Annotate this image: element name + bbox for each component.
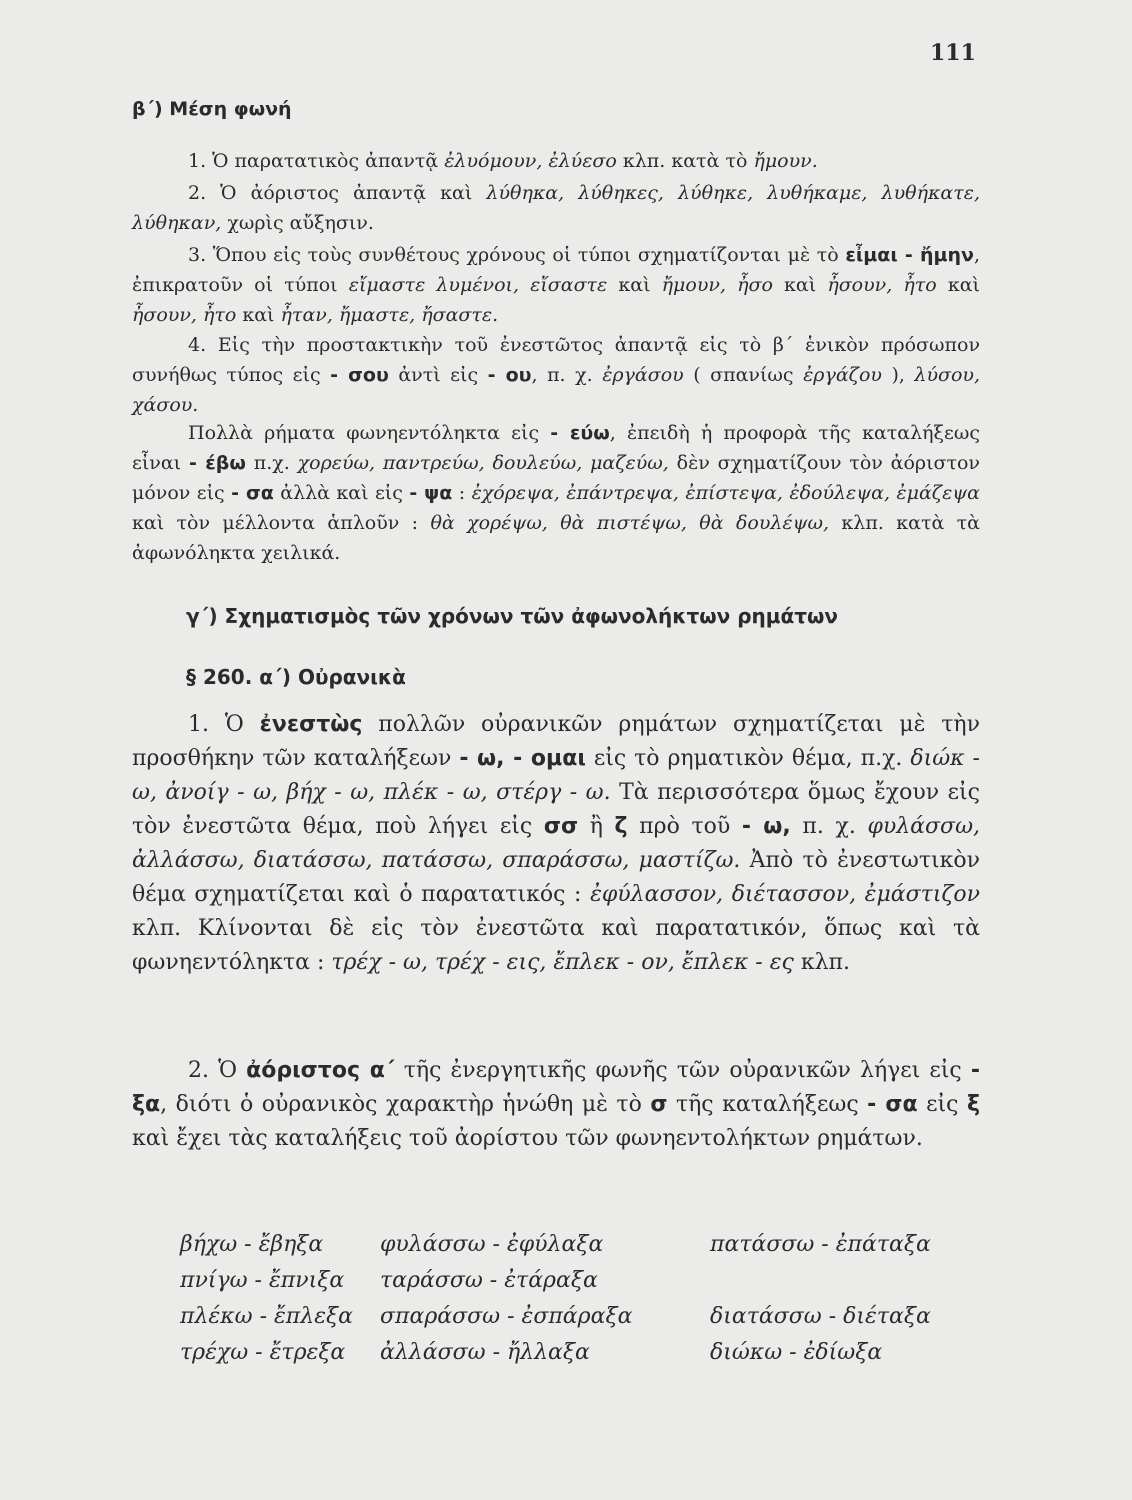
table-row bbox=[180, 1226, 970, 1262]
page-number: 111 bbox=[930, 40, 976, 66]
paragraph-1: 1. Ὁ ἐνεστὼς πολλῶν οὐρανικῶν ρημάτων σχηματίζεται μὲ τὴν προσθήκην τῶν καταλήξεων - ω, - ομαι εἰς τὸ ρηματικὸν θέμα, π.χ. διώκ - ω, ἀνοίγ - ω, βήχ - ω, πλέκ - ω, στέργ - ω. Τὰ περισσότερα ὅμως ἔχουν εἰς τὸν ἐνεστῶτα θέμα, ποὺ λήγει εἰς σσ ἢ ζ πρὸ τοῦ - ω, π. χ. φυλάσσω, ἀλλάσσω, διατάσσω, πατάσσω, σπαράσσω, μαστίζω. Ἀπὸ τὸ ἐνεστωτικὸν θέμα σχηματίζεται καὶ ὁ παρατατικός : ἐφύλασσον, διέτασσον, ἐμάστιζον κλπ. Κλίνονται δὲ εἰς τὸν ἐνεστῶτα καὶ παρατατικόν, ὅπως καὶ τὰ φωνηεντόληκτα : τρέχ - ω, τρέχ - εις, ἔπλεκ - ον, ἔπλεκ - ες κλπ. bbox=[132, 712, 980, 975]
table-row bbox=[180, 1298, 970, 1334]
example-cell: τρέχω - ἔτρεξα bbox=[180, 1339, 346, 1365]
section-b-item-2: 2. Ὁ ἀόριστος ἀπαντᾷ καὶ λύθηκα, λύθηκες, λύθηκε, λυθήκαμε, λυθήκατε, λύθηκαν, χωρὶς αὔξησιν. bbox=[132, 182, 980, 234]
table-row bbox=[180, 1334, 970, 1370]
example-cell: φυλάσσω - ἐφύλαξα bbox=[380, 1231, 604, 1257]
example-cell: σπαράσσω - ἐσπάραξα bbox=[380, 1303, 633, 1329]
paragraph-260-title: Οὐρανικὰ bbox=[297, 665, 406, 689]
example-cell: πλέκω - ἔπλεξα bbox=[180, 1303, 353, 1329]
example-cell: ἀλλάσσω - ἤλλαξα bbox=[380, 1339, 590, 1365]
example-cell: ταράσσω - ἐτάραξα bbox=[380, 1267, 598, 1293]
section-b-item-3: 3. Ὅπου εἰς τοὺς συνθέτους χρόνους οἱ τύποι σχηματίζονται μὲ τὸ εἶμαι - ἤμην, ἐπικρατοῦν οἱ τύποι εἴμαστε λυμένοι, εἴσαστε καὶ ἤμουν, ἦσο καὶ ἦσουν, ἦτο καὶ ἦσουν, ἦτο καὶ ἦταν, ἤμαστε, ἤσαστε. bbox=[132, 244, 980, 326]
example-cell: διατάσσω - διέταξα bbox=[710, 1303, 931, 1329]
table-row bbox=[180, 1262, 970, 1298]
aorist-examples-table bbox=[180, 1226, 970, 1370]
section-b-heading: β΄) Μέση φωνή bbox=[132, 98, 292, 120]
section-b-item-1: 1. Ὁ παρατατικὸς ἀπαντᾷ ἐλυόμουν, ἐλύεσο κλπ. κατὰ τὸ ἤμουν. bbox=[188, 150, 818, 172]
example-cell: βήχω - ἔβηξα bbox=[180, 1231, 324, 1257]
example-cell bbox=[710, 1262, 970, 1298]
section-b-item-4: 4. Εἰς τὴν προστακτικὴν τοῦ ἐνεστῶτος ἀπαντᾷ εἰς τὸ β΄ ἑνικὸν πρόσωπον συνήθως τύπος εἰς - σου ἀντὶ εἰς - ου, π. χ. ἐργάσου ( σπανίως ἐργάζου ), λύσου, χάσου. bbox=[132, 334, 981, 416]
example-cell: πνίγω - ἔπνιξα bbox=[180, 1267, 345, 1293]
section-b-note: Πολλὰ ρήματα φωνηεντόληκτα εἰς - εύω, ἐπειδὴ ἡ προφορὰ τῆς καταλήξεως εἶναι - έβω π.χ. χορεύω, παντρεύω, δουλεύω, μαζεύω, δὲν σχηματίζουν τὸν ἀόριστον μόνον εἰς - σα ἀλλὰ καὶ εἰς - ψα : ἐχόρεψα, ἐπάντρεψα, ἐπίστεψα, ἐδούλεψα, ἐμάζεψα καὶ τὸν μέλλοντα ἁπλοῦν : θὰ χορέψω, θὰ πιστέψω, θὰ δουλέψω, κλπ. κατὰ τὰ ἀφωνόληκτα χειλικά. bbox=[132, 422, 981, 564]
example-cell: πατάσσω - ἐπάταξα bbox=[710, 1231, 931, 1257]
paragraph-260-heading: § 260. α΄) Οὐρανικὰ bbox=[186, 665, 406, 689]
example-cell: διώκω - ἐδίωξα bbox=[710, 1339, 883, 1365]
paragraph-2: 2. Ὁ ἀόριστος α΄ τῆς ἐνεργητικῆς φωνῆς τῶν οὐρανικῶν λήγει εἰς - ξα, διότι ὁ οὐρανικὸς χαρακτὴρ ἡνώθη μὲ τὸ σ τῆς καταλήξεως - σα εἰς ξ καὶ ἔχει τὰς καταλήξεις τοῦ ἀορίστου τῶν φωνηεντολήκτων ρημάτων. bbox=[132, 1058, 980, 1151]
section-c-heading: γ΄) Σχηματισμὸς τῶν χρόνων τῶν ἀφωνολήκτων ρημάτων bbox=[186, 604, 838, 628]
